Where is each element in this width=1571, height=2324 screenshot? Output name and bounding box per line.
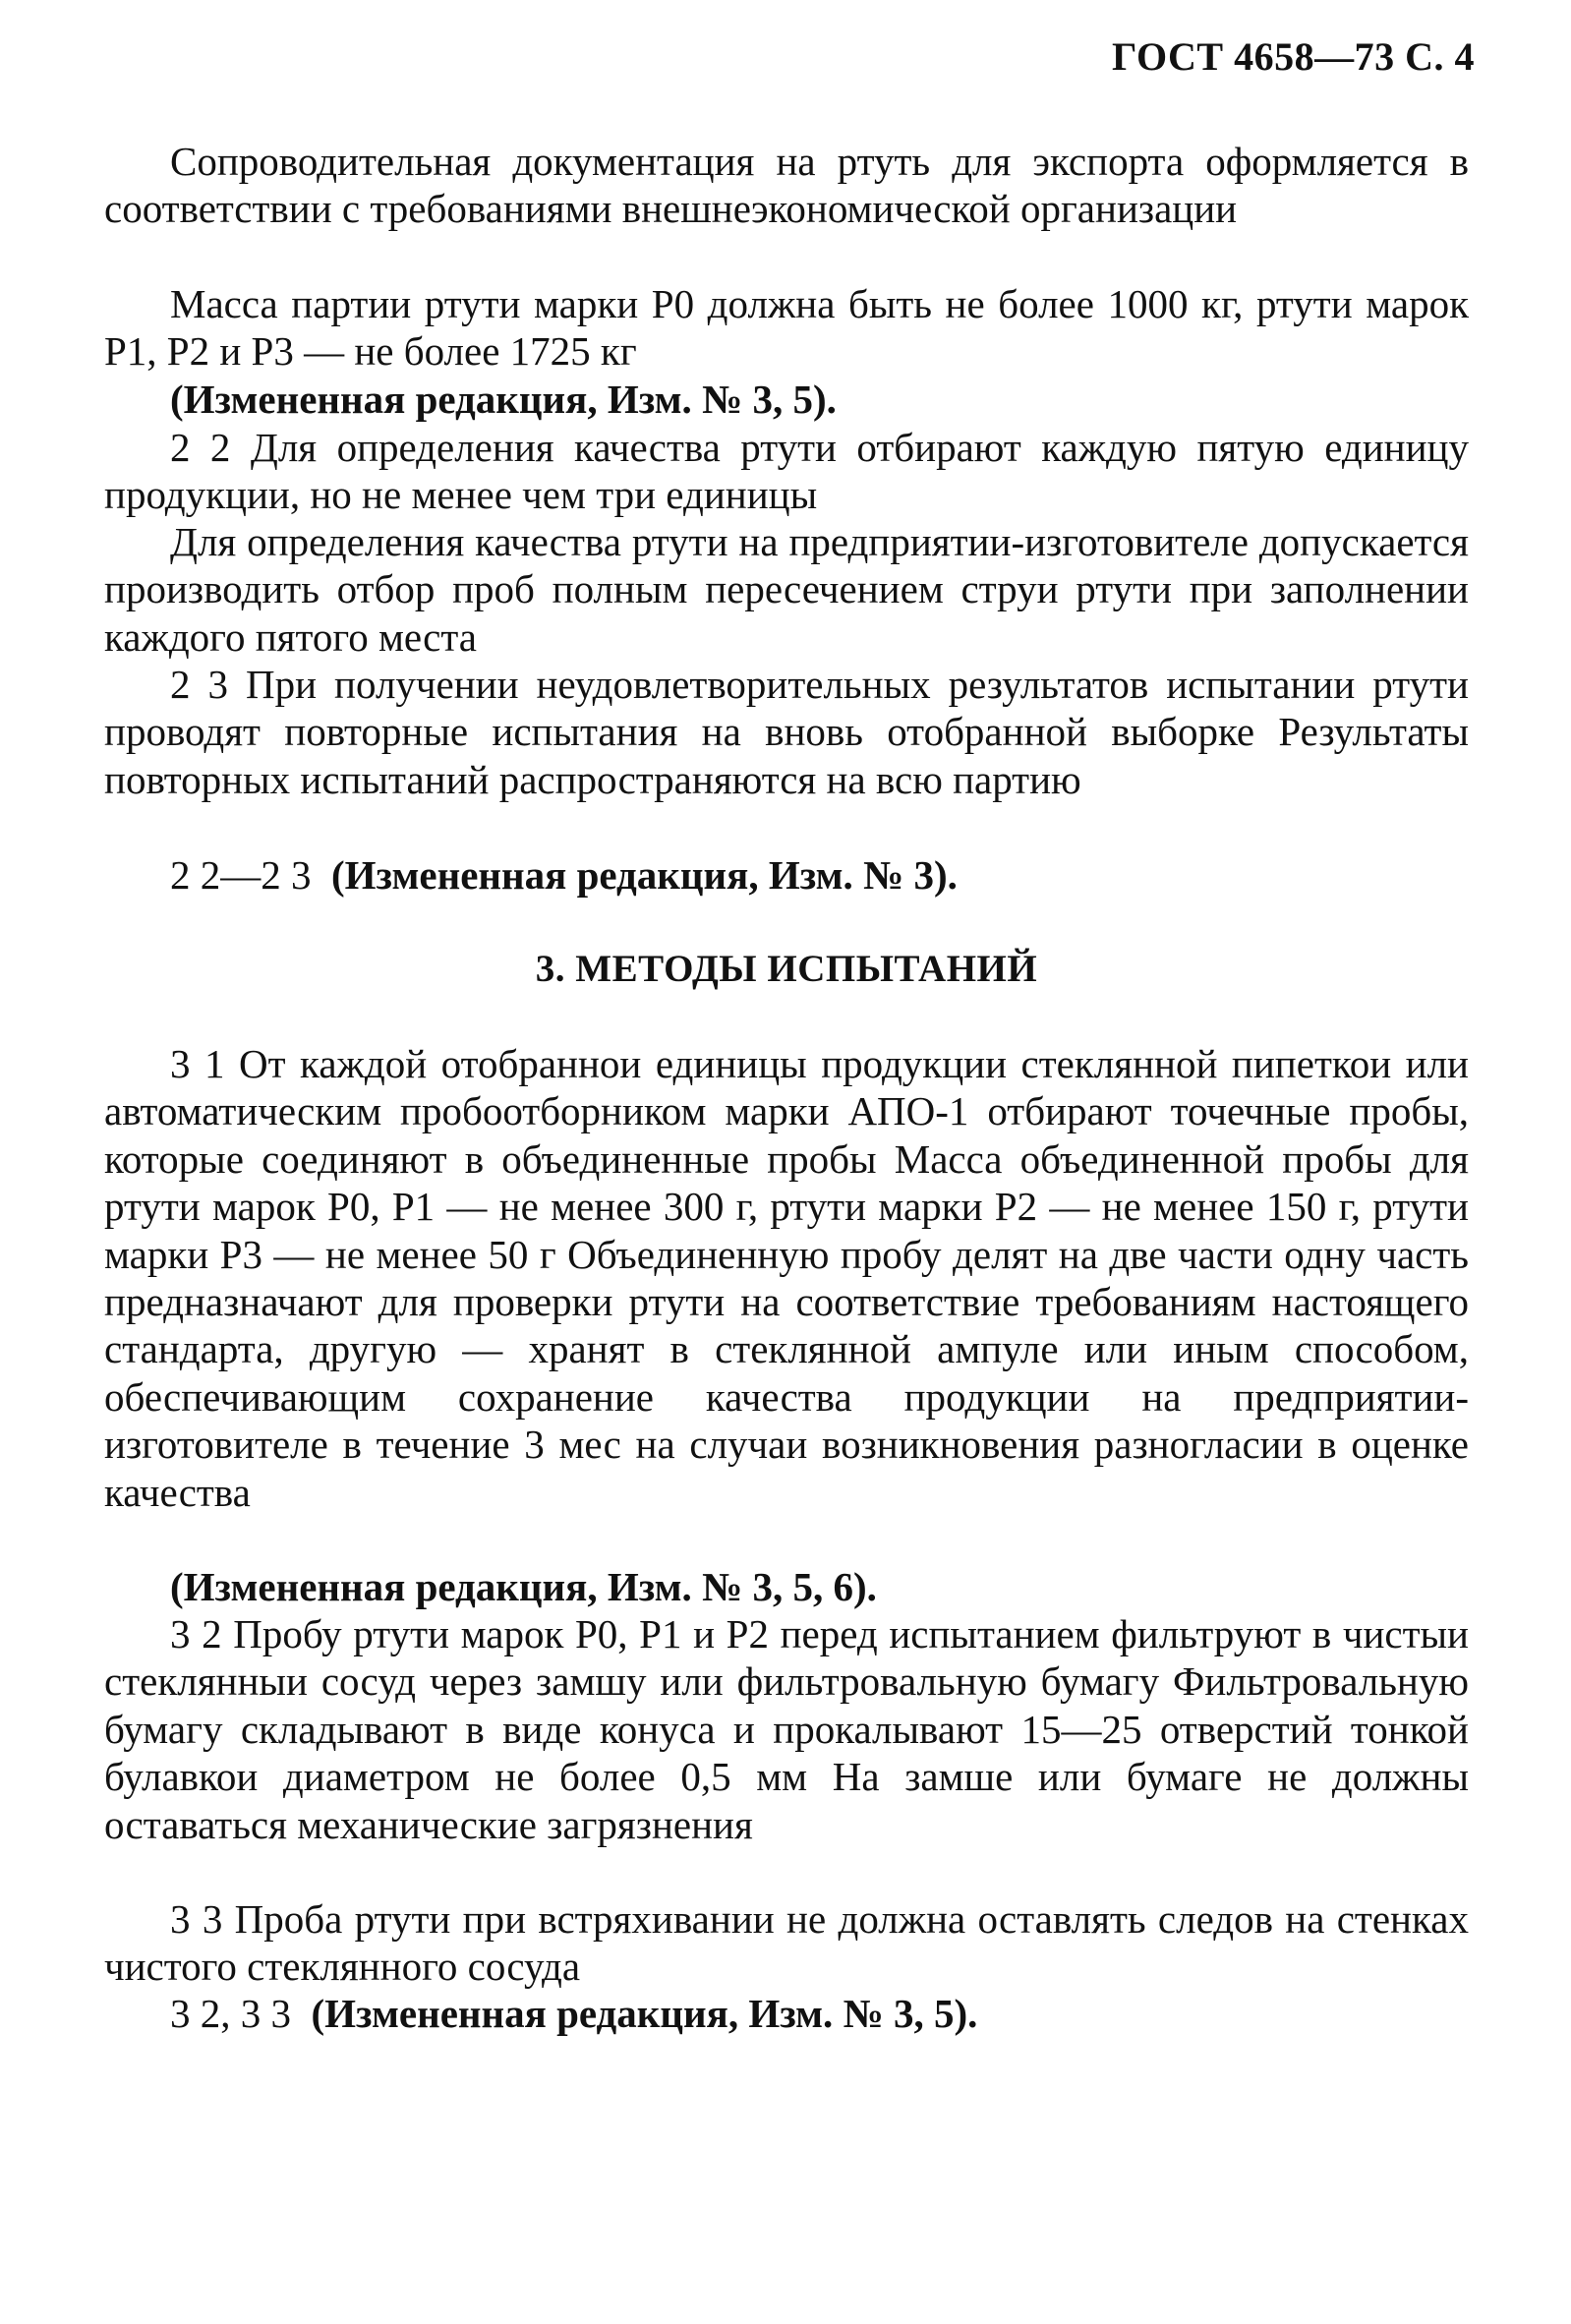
page-header: ГОСТ 4658—73 С. 4 — [1111, 34, 1475, 79]
amendment-note-1: (Измененная редакция, Изм. № 3, 5). — [170, 377, 837, 422]
amendment-clauses: 2 2—2 3 — [170, 852, 312, 898]
amendment-note-2 — [104, 851, 1469, 899]
amendment-note-3: (Измененная редакция, Изм. № 3, 5, 6). — [170, 1564, 877, 1609]
paragraph-3-3: 3 3 Проба ртути при встряхивании не должна оставлять следов на стенках чистого стеклянного сосуда — [104, 1896, 1469, 1990]
amendment-note-4 — [104, 1990, 1469, 2037]
section-title: 3. МЕТОДЫ ИСПЫТАНИЙ — [535, 948, 1038, 990]
paragraph-3-2: 3 2 Пробу ртути марок Р0, Р1 и Р2 перед испытанием фильтруют в чистыи стеклянныи сосуд через замшу или фильтровальную бумагу Фильтровальную бумагу складывают в виде конуса и прокалывают 15—25 отверстий тонкой булавкои диаметром не более 0,5 мм На замше или бумаге не должны оставаться механические загрязнения — [104, 1611, 1469, 1847]
paragraph-2-3: 2 3 При получении неудовлетворительных результатов испытании ртути проводят повторные испытания на вновь отобранной выборке Результаты повторных испытаний распространяются на всю партию — [104, 662, 1469, 802]
paragraph-export-docs: Сопроводительная документация на ртуть для экспорта оформляется в соответствии с требованиями внешнеэкономической организации — [104, 139, 1469, 232]
paragraph-sampling-method: Для определения качества ртути на предприятии-изготовителе допускается производить отбор проб полным пересечением струи ртути при заполнении каждого пятого места — [104, 519, 1469, 660]
amendment-text: (Измененная редакция, Изм. № 3, 5). — [311, 1991, 978, 2036]
amendment-clauses: 3 2, 3 3 — [170, 1991, 291, 2036]
paragraph-2-2: 2 2 Для определения качества ртути отбирают каждую пятую единицу продукции, но не менее чем три единицы — [104, 425, 1469, 518]
paragraph-batch-mass: Масса партии ртути марки Р0 должна быть не более 1000 кг, ртути марок Р1, Р2 и Р3 — не более 1725 кг — [104, 281, 1469, 375]
paragraph-3-1: 3 1 От каждой отобраннои единицы продукции стеклянной пипеткои или автоматическим пробоотборником марки АПО-1 отбирают точечные пробы, которые соединяют в объединенные пробы Масса объединенной пробы для ртути марок Р0, Р1 — не менее 300 г, ртути марки Р2 — не менее 150 г, ртути марки Р3 — не менее 50 г Объединенную пробу делят на две части одну часть предназначают для проверки ртути на соответствие требованиям настоящего стандарта, другую — хранят в стеклянной ампуле или иным способом, обеспечивающим сохранение качества продукции на предприятии-изготовителе в течение 3 мес на случаи возникновения разногласии в оценке качества — [104, 1041, 1469, 1515]
amendment-text: (Измененная редакция, Изм. № 3). — [331, 852, 958, 898]
